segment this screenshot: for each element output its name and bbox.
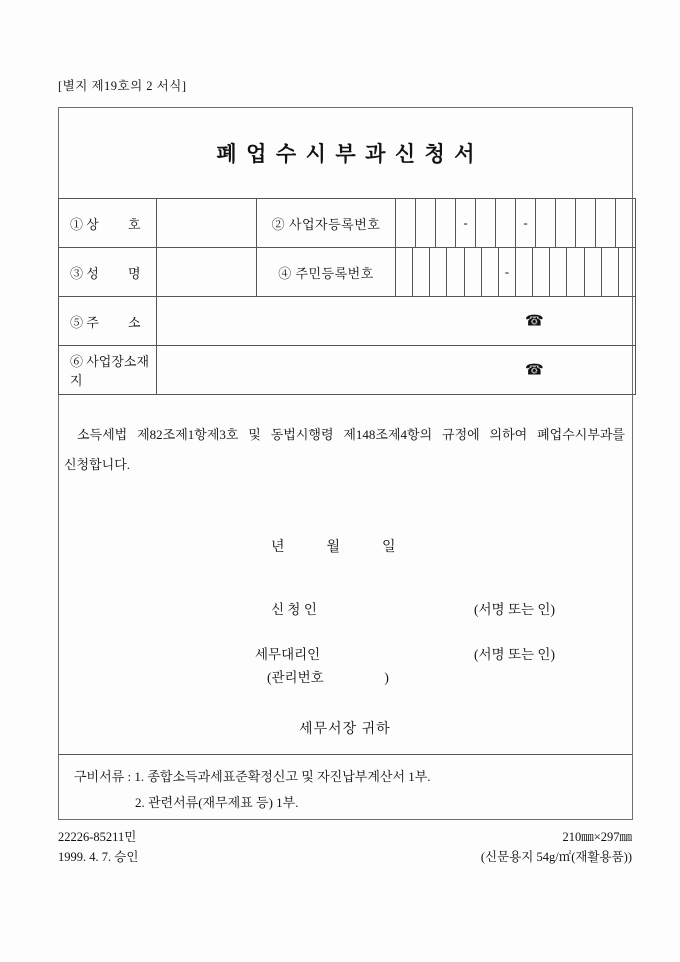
digit-cell[interactable] (595, 199, 615, 247)
tax-agent-label: 세무대리인 (255, 647, 321, 662)
phone-icon: ☎ (525, 362, 544, 379)
address-label: ⑤ 주 소 (59, 297, 157, 346)
business-reg-number-label: ② 사업자등록번호 (257, 199, 396, 248)
digit-cell[interactable]: - (515, 199, 535, 247)
attachments-line1: 구비서류 : 1. 종합소득과세표준확정신고 및 자진납부계산서 1부. (74, 769, 431, 784)
statement-line1: 소득세법 제82조제1항제3호 및 동법시행령 제148조제4항의 규정에 의하여 폐업수시부과를 (77, 427, 625, 442)
digit-cell[interactable] (566, 248, 583, 296)
table-row-address (59, 297, 636, 346)
digit-cell[interactable] (429, 248, 446, 296)
tax-agent-row (59, 643, 632, 663)
digit-cell[interactable] (555, 199, 575, 247)
form-box (58, 107, 633, 820)
digit-cell[interactable] (549, 248, 566, 296)
paper-spec: (신문용지 54g/㎡(재활용품)) (480, 850, 632, 864)
digit-cell[interactable] (412, 248, 429, 296)
table-row-business-address (59, 346, 636, 395)
company-name-label: ① 상 호 (59, 199, 157, 248)
paper-size: 210㎜×297㎜ (562, 830, 632, 844)
applicant-sign-hint: (서명 또는 인) (474, 602, 555, 617)
business-reg-number-grid (396, 199, 635, 247)
owner-name-label: ③ 성 명 (59, 248, 157, 297)
resident-reg-number-cell (396, 248, 636, 297)
digit-cell[interactable] (618, 248, 635, 296)
recipient-line: 세무서장 귀하 (299, 722, 391, 737)
date-line[interactable]: 년 월 일 (271, 540, 396, 555)
digit-cell[interactable]: - (455, 199, 475, 247)
company-name-input[interactable] (157, 199, 257, 248)
digit-cell[interactable] (475, 199, 495, 247)
digit-cell[interactable] (615, 199, 635, 247)
resident-reg-number-label: ④ 주민등록번호 (257, 248, 396, 297)
tax-agent-sign-hint: (서명 또는 인) (474, 647, 555, 662)
business-address-input[interactable] (157, 346, 636, 395)
attachments-section (59, 754, 632, 819)
phone-icon: ☎ (525, 313, 544, 330)
footer-left (58, 827, 138, 867)
fields-table (58, 198, 636, 395)
digit-cell[interactable] (535, 199, 555, 247)
digit-cell[interactable]: - (498, 248, 515, 296)
document-number: 22226-85211민 (58, 830, 137, 844)
digit-cell[interactable] (415, 199, 435, 247)
attachments-line2: 2. 관련서류(재무제표 등) 1부. (135, 795, 299, 810)
business-address-label: ⑥ 사업장소재지 (59, 346, 157, 395)
table-row-owner (59, 248, 636, 297)
digit-cell[interactable] (481, 248, 498, 296)
approval-date: 1999. 4. 7. 승인 (58, 850, 139, 864)
footer-right (481, 827, 632, 867)
form-title: 폐업수시부과신청서 (216, 142, 485, 166)
digit-cell[interactable] (464, 248, 481, 296)
statement (64, 420, 625, 480)
digit-cell[interactable] (495, 199, 515, 247)
management-number-field[interactable]: (관리번호 ) (267, 670, 389, 685)
digit-cell[interactable] (584, 248, 601, 296)
resident-reg-number-grid (396, 248, 635, 296)
digit-cell[interactable] (396, 248, 412, 296)
digit-cell[interactable] (515, 248, 532, 296)
digit-cell[interactable] (532, 248, 549, 296)
business-reg-number-cell (396, 199, 636, 248)
digit-cell[interactable] (446, 248, 463, 296)
statement-line2: 신청합니다. (64, 457, 131, 472)
table-row-company (59, 199, 636, 248)
applicant-label: 신 청 인 (271, 602, 317, 617)
address-input[interactable] (157, 297, 636, 346)
form-ref-label: [별지 제19호의 2 서식] (58, 79, 187, 93)
owner-name-input[interactable] (157, 248, 257, 297)
applicant-row (59, 598, 632, 618)
digit-cell[interactable] (435, 199, 455, 247)
digit-cell[interactable] (601, 248, 618, 296)
digit-cell[interactable] (575, 199, 595, 247)
digit-cell[interactable] (396, 199, 415, 247)
